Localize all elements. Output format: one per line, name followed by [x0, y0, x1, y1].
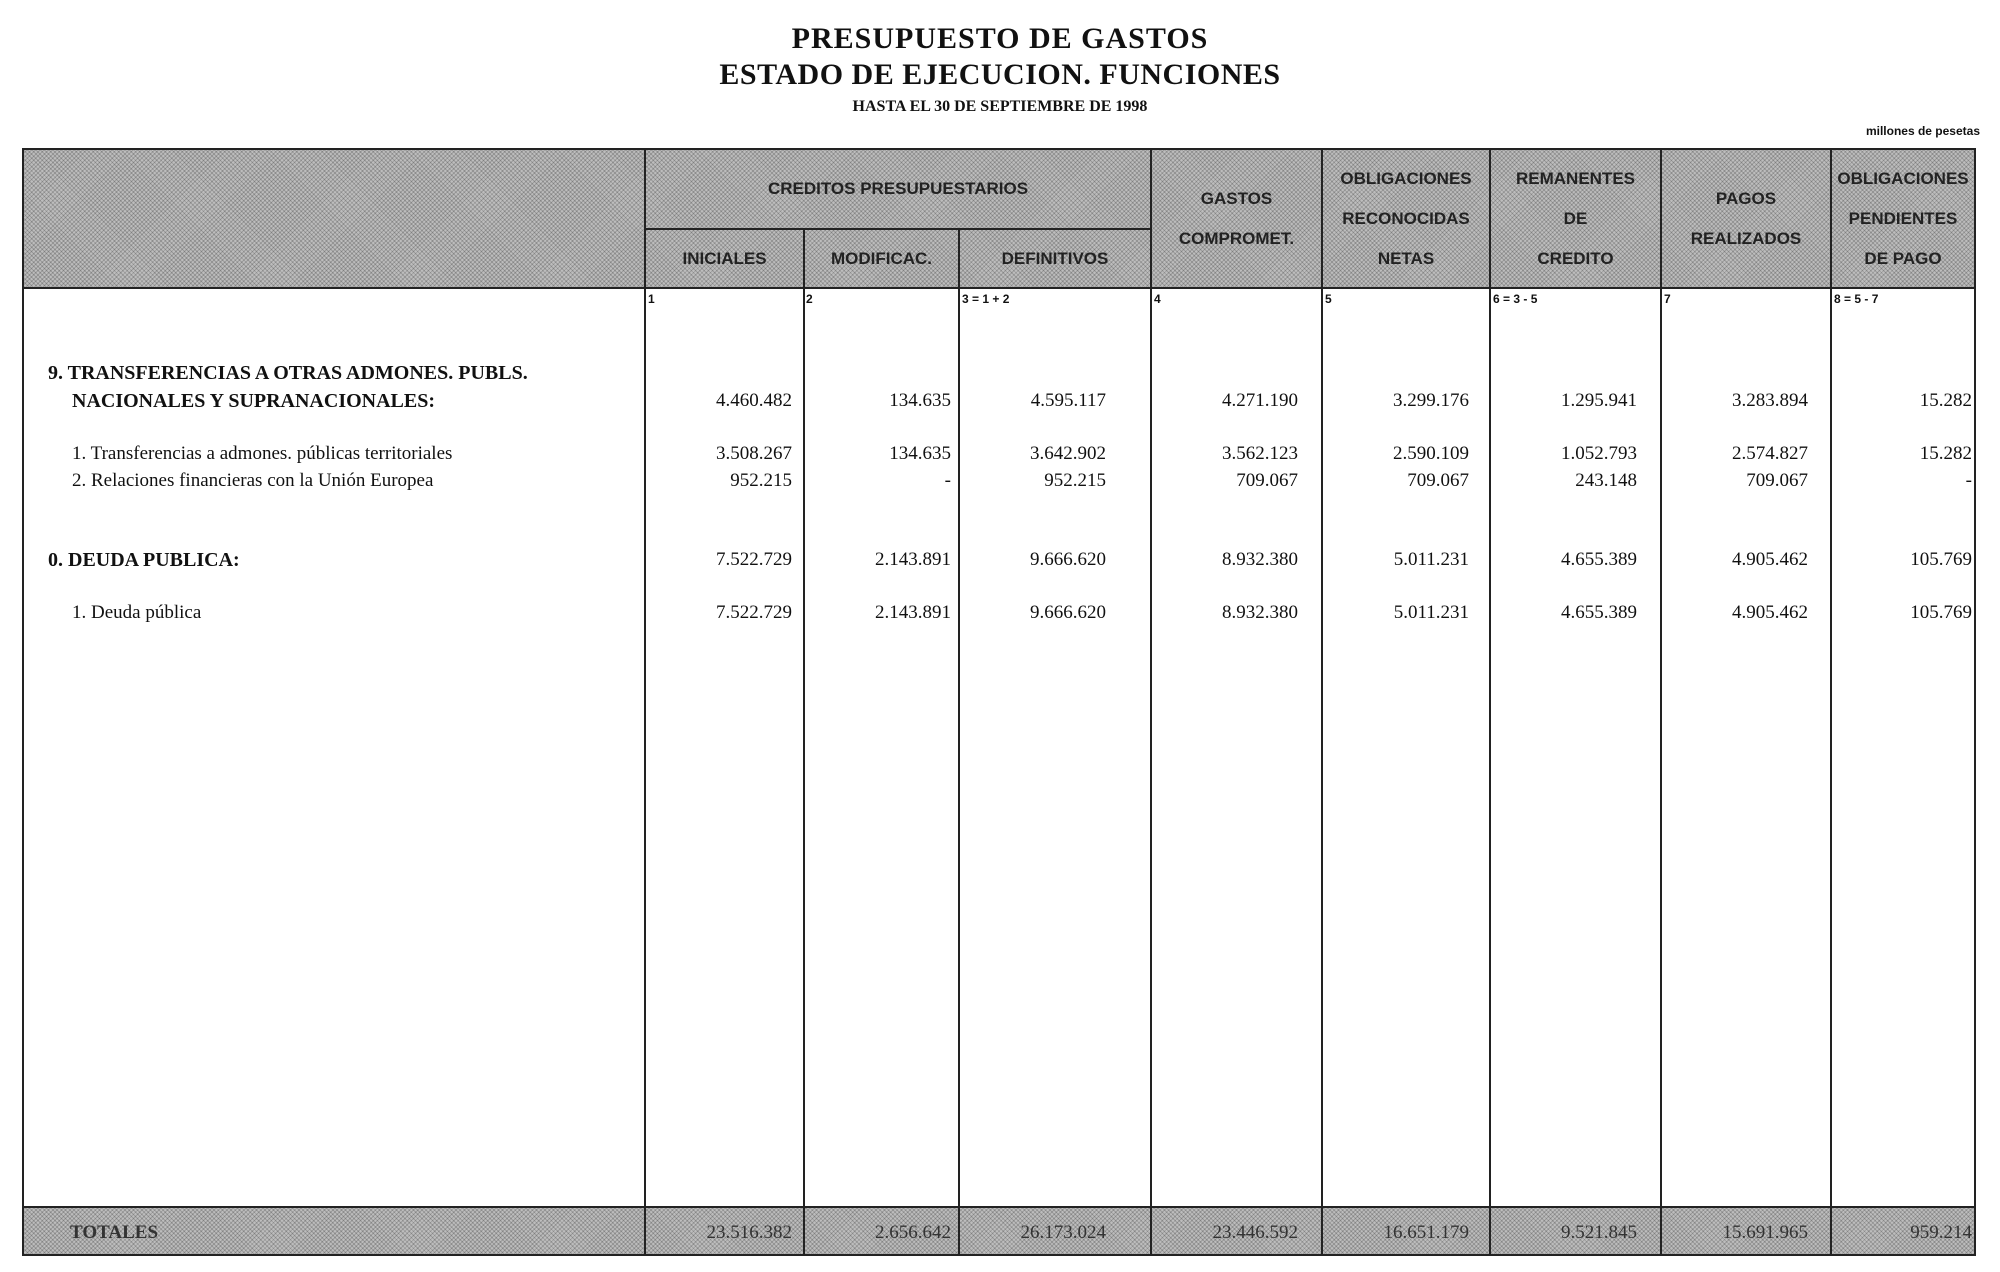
colnum-1: 1 [648, 292, 655, 306]
table-cell: 8.932.380 [1222, 602, 1298, 623]
colnum-6: 6 = 3 - 5 [1493, 292, 1538, 306]
totals-cell: 2.656.642 [875, 1222, 951, 1243]
table-cell: - [944, 470, 951, 491]
header-creditos: CREDITOS PRESUPUESTARIOS [767, 179, 1029, 198]
header-definitivos: DEFINITIVOS [1001, 248, 1109, 268]
table-cell: 105.769 [1910, 602, 1972, 623]
table-cell: 709.067 [1236, 470, 1298, 491]
totals-cell: 959.214 [1910, 1222, 1972, 1243]
colnum-7: 7 [1664, 292, 1671, 306]
table-cell: 3.299.176 [1393, 390, 1469, 411]
table-cell: 4.460.482 [716, 390, 792, 411]
report-subtitle: ESTADO DE EJECUCION. FUNCIONES [719, 58, 1281, 91]
table-cell: 3.508.267 [716, 443, 792, 464]
table-cell: 105.769 [1910, 549, 1972, 570]
table-cell: 2.590.109 [1393, 443, 1469, 464]
row-label: 9. TRANSFERENCIAS A OTRAS ADMONES. PUBLS. [48, 362, 528, 384]
table-cell: 15.282 [1919, 390, 1972, 411]
row-label: 1. Transferencias a admones. públicas territoriales [72, 443, 453, 464]
table-cell: 7.522.729 [716, 549, 792, 570]
table-cell: 1.295.941 [1561, 390, 1637, 411]
totals-cell: 16.651.179 [1383, 1222, 1469, 1243]
totals-label: TOTALES [70, 1222, 159, 1243]
header-obligaciones: OBLIGACIONES RECONOCIDAS NETAS [1340, 168, 1472, 268]
colnum-3: 3 = 1 + 2 [962, 292, 1010, 306]
row-label: 0. DEUDA PUBLICA: [48, 549, 240, 571]
table-cell: 952.215 [1044, 470, 1106, 491]
totals-cell: 23.516.382 [706, 1222, 792, 1243]
header-modificac: MODIFICAC. [830, 248, 933, 268]
totals-cell: 9.521.845 [1561, 1222, 1637, 1243]
table-cell: 4.905.462 [1732, 549, 1808, 570]
table-cell: 1.052.793 [1561, 443, 1637, 464]
table-cell: 134.635 [889, 443, 951, 464]
table-cell: 2.143.891 [875, 549, 951, 570]
report-title: PRESUPUESTO DE GASTOS [791, 22, 1209, 55]
table-cell: 9.666.620 [1030, 602, 1106, 623]
totals-cell: 15.691.965 [1722, 1222, 1808, 1243]
colnum-8: 8 = 5 - 7 [1834, 292, 1879, 306]
table-cell: 4.655.389 [1561, 549, 1637, 570]
totals-cell: 26.173.024 [1020, 1222, 1106, 1243]
table-cell: - [1965, 470, 1972, 491]
table-cell: 9.666.620 [1030, 549, 1106, 570]
table-cell: 709.067 [1746, 470, 1808, 491]
row-label-cont: NACIONALES Y SUPRANACIONALES: [72, 390, 436, 412]
units-label: millones de pesetas [1865, 124, 1980, 138]
table-cell: 5.011.231 [1393, 602, 1469, 623]
table-cell: 3.642.902 [1030, 443, 1106, 464]
header-pagos: PAGOS REALIZADOS [1690, 188, 1802, 248]
table-cell: 3.283.894 [1732, 390, 1808, 411]
table-cell: 5.011.231 [1393, 549, 1469, 570]
totals-cell: 23.446.592 [1212, 1222, 1298, 1243]
header-remanentes: REMANENTES DE CREDITO [1515, 168, 1635, 268]
row-label: 2. Relaciones financieras con la Unión Europea [72, 470, 434, 491]
table-cell: 8.932.380 [1222, 549, 1298, 570]
table-cell: 4.905.462 [1732, 602, 1808, 623]
table-cell: 2.143.891 [875, 602, 951, 623]
table-cell: 2.574.827 [1732, 443, 1808, 464]
header-iniciales: INICIALES [682, 248, 767, 268]
header-gastos: GASTOS COMPROMET. [1178, 188, 1295, 248]
row-label: 1. Deuda pública [72, 602, 202, 623]
table-cell: 4.271.190 [1222, 390, 1298, 411]
table-cell: 709.067 [1407, 470, 1469, 491]
table-cell: 3.562.123 [1222, 443, 1298, 464]
table-cell: 134.635 [889, 390, 951, 411]
table-cell: 4.595.117 [1030, 390, 1106, 411]
colnum-2: 2 [806, 292, 813, 306]
colnum-4: 4 [1154, 292, 1161, 306]
report-date: HASTA EL 30 DE SEPTIEMBRE DE 1998 [852, 98, 1148, 115]
table-cell: 4.655.389 [1561, 602, 1637, 623]
table-cell: 952.215 [730, 470, 792, 491]
budget-table [22, 148, 1976, 1256]
table-cell: 7.522.729 [716, 602, 792, 623]
table-cell: 15.282 [1919, 443, 1972, 464]
table-cell: 243.148 [1575, 470, 1637, 491]
header-pendientes: OBLIGACIONES PENDIENTES DE PAGO [1837, 168, 1969, 268]
colnum-5: 5 [1325, 292, 1332, 306]
